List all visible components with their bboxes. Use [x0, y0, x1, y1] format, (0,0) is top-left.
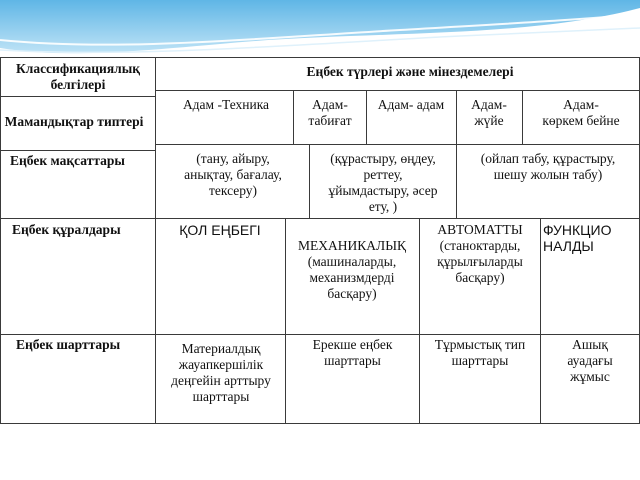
- goal-construction: (құрастыру, өңдеу, реттеу, ұйымдастыру, әсер ету, ): [328, 151, 438, 214]
- type-human-technics: Адам -Техника: [182, 97, 270, 112]
- condition-special-labor: Ерекше еңбек шарттары: [312, 337, 393, 368]
- goal-invention: (ойлап табу, құрастыру, шешу жолын табу): [480, 151, 616, 182]
- row-label-labor-goals: Еңбек мақсаттары: [10, 153, 125, 168]
- condition-open-air-work: Ашық ауадағы жұмыс: [567, 337, 613, 384]
- type-human-nature: Адам- табиғат: [308, 97, 352, 128]
- row-label-specialty-types: Мамандықтар типтері: [4, 114, 144, 129]
- tool-automatic: АВТОМАТТЫ (станоктарды, құрылғыларды басқару): [437, 222, 523, 285]
- tool-mechanical: [286, 222, 418, 302]
- row-label-labor-conditions: Еңбек шарттары: [16, 337, 121, 352]
- goal-cognition: (тану, айыру, анықтау, бағалау, тексеру): [184, 151, 282, 198]
- tool-mechanical-text: МЕХАНИКАЛЫҚ (машиналарды, механизмдерді басқару): [298, 238, 406, 301]
- type-human-human: Адам- адам: [377, 97, 445, 112]
- condition-domestic-type: Тұрмыстық тип шарттары: [434, 337, 526, 368]
- type-human-artistic-image: Адам- көркем бейне: [542, 97, 620, 128]
- type-human-system: Адам- жүйе: [471, 97, 507, 128]
- header-classification: Классификациялық белгілері: [15, 61, 141, 92]
- tool-manual-labor: ҚОЛ ЕҢБЕГІ: [179, 222, 261, 238]
- tool-functional: ФУНКЦИО НАЛДЫ: [543, 222, 612, 254]
- header-labor-types: Еңбек түрлері және мінездемелері: [306, 64, 514, 79]
- row-label-labor-tools: Еңбек құралдары: [12, 222, 121, 237]
- condition-material-responsibility: Материалдық жауапкершілік деңгейін арттыру шарттары: [171, 341, 271, 404]
